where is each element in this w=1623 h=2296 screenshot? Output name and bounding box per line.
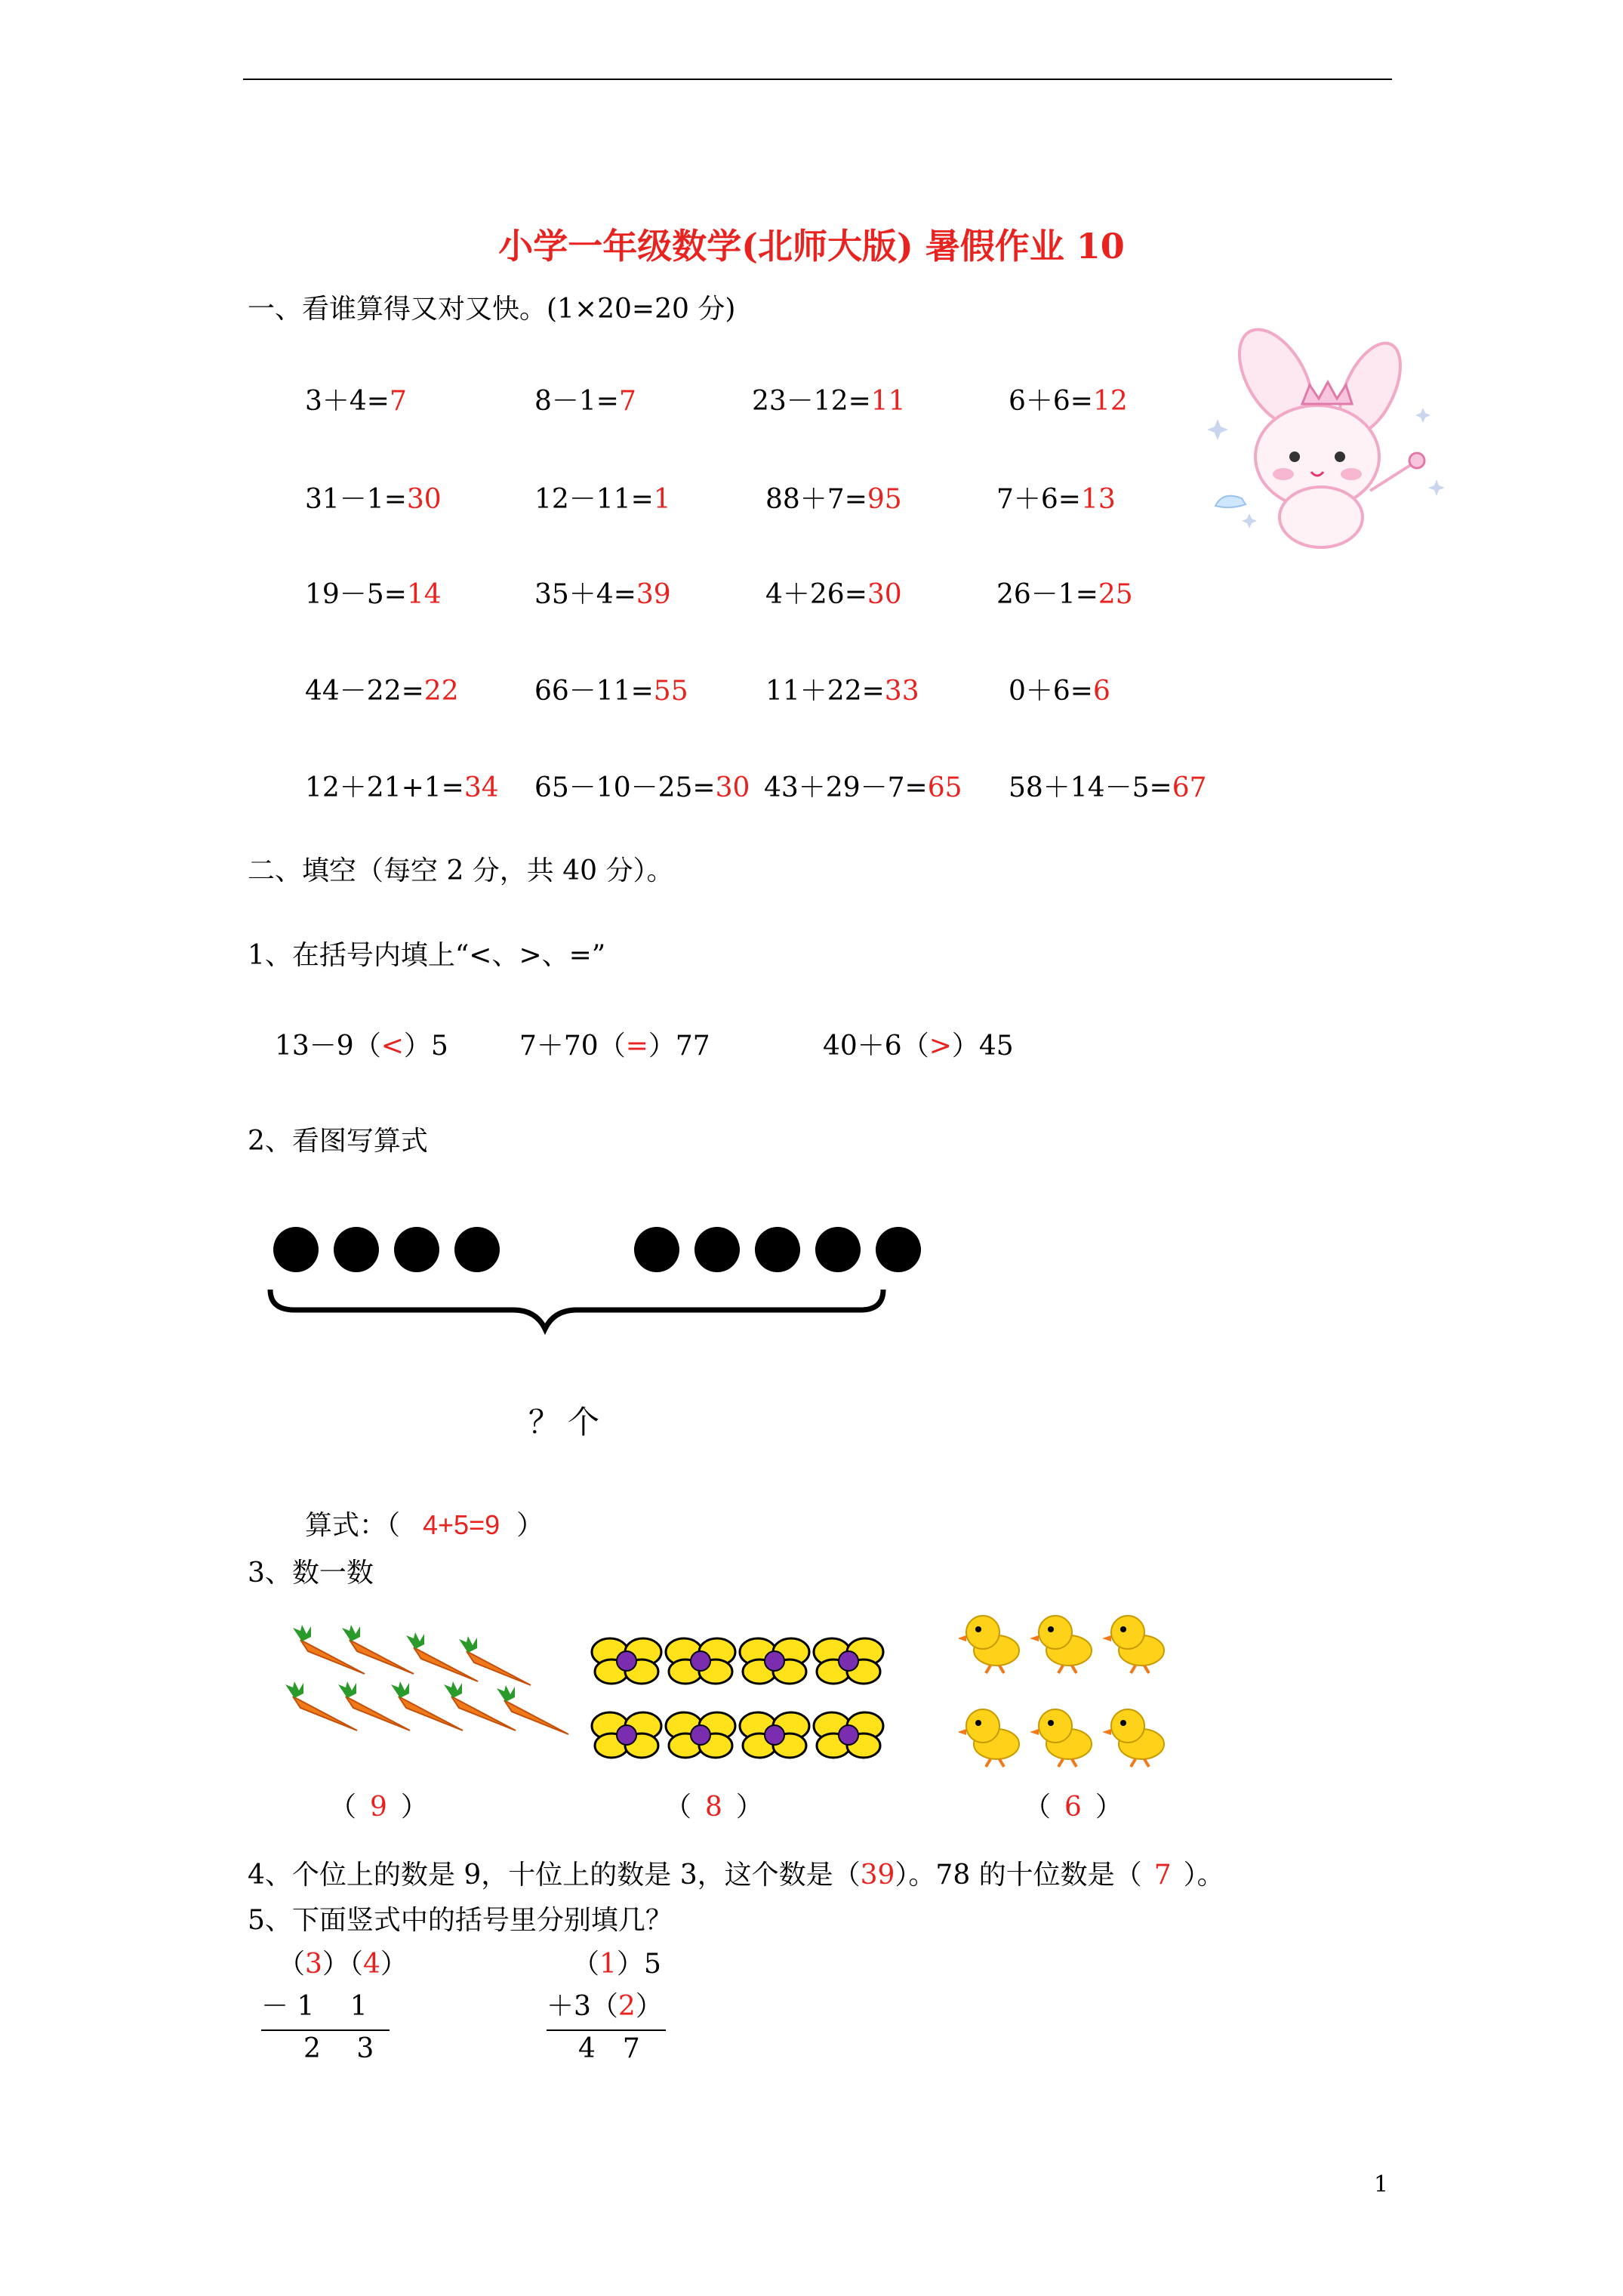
compare-text: ）77	[648, 1031, 710, 1062]
equation-question: 58＋14－5=	[1009, 772, 1172, 803]
equation-answer: 14	[406, 579, 442, 610]
vertical1-row1: （3）（4）	[278, 1949, 408, 1980]
equation-answer: 39	[636, 579, 671, 610]
equation-answer: 12	[1092, 386, 1128, 417]
dots-group	[273, 1227, 921, 1272]
equation-question: 26－1=	[996, 579, 1098, 610]
v2-ans-b: 2	[617, 1991, 636, 2022]
equation-answer: 11	[870, 386, 906, 417]
flower-icon	[666, 1712, 735, 1758]
count-value: 8	[705, 1792, 722, 1823]
dot	[634, 1227, 679, 1272]
header-rule	[243, 79, 1392, 80]
q3-title: 3、数一数	[248, 1558, 374, 1589]
q5-title: 5、下面竖式中的括号里分别填几？	[248, 1905, 673, 1936]
carrot-icon	[444, 1681, 516, 1730]
chick-icon	[1030, 1616, 1092, 1673]
flower-icon	[592, 1638, 661, 1684]
dot	[454, 1227, 500, 1272]
v1-ans-a: 3	[305, 1949, 322, 1980]
q4-before: 4、个位上的数是 9，十位上的数是 3，这个数是（	[248, 1860, 861, 1891]
formula-answer: 4+5=9	[423, 1509, 500, 1540]
paren-close: ）	[735, 1792, 763, 1823]
equation	[305, 772, 499, 805]
equation-question: 12＋21+1=	[305, 772, 464, 803]
v1-ans-b: 4	[362, 1949, 380, 1980]
equation-question: 35＋4=	[534, 579, 636, 610]
chick-icon	[1102, 1616, 1164, 1673]
count-answer	[1024, 1791, 1123, 1824]
carrot-icon	[285, 1617, 572, 1746]
equation-answer: 67	[1172, 772, 1207, 803]
equation-answer: 55	[653, 676, 688, 707]
q4-after: ）。	[1183, 1860, 1224, 1891]
q4-answer-1: 39	[860, 1860, 895, 1891]
q1-title: 1、在括号内填上“<、>、=”	[248, 940, 606, 971]
q4-answer-2: 7	[1153, 1860, 1172, 1891]
equation	[534, 385, 636, 418]
page-title: 小学一年级数学(北师大版) 暑假作业 10	[498, 226, 1125, 267]
equation-question: 11＋22=	[765, 676, 885, 707]
dots-figure	[264, 1216, 944, 1351]
flower-icon	[814, 1712, 883, 1758]
page-number: 1	[1374, 2171, 1389, 2198]
equation	[534, 772, 750, 805]
v2-close: ）	[635, 1991, 663, 2022]
compare-answer: =	[625, 1031, 648, 1062]
flower-icon	[592, 1712, 661, 1758]
equation-question: 4＋26=	[765, 579, 867, 610]
equation-question: 66－11=	[534, 676, 654, 707]
equation-answer: 7	[618, 386, 636, 417]
compare-text: 13－9（	[275, 1031, 381, 1062]
formula-label: 算式：（	[305, 1510, 401, 1541]
equation-question: 7＋6=	[996, 484, 1081, 515]
equation	[765, 675, 919, 708]
equation	[305, 675, 459, 708]
equation-question: 19－5=	[305, 579, 407, 610]
compare-text: 7＋70（	[519, 1031, 626, 1062]
equation	[996, 483, 1116, 516]
vertical1-row3: 2 3	[303, 2033, 374, 2064]
equation	[996, 578, 1133, 612]
dot	[394, 1227, 439, 1272]
flower-icon	[814, 1638, 883, 1684]
count-answer	[664, 1791, 763, 1824]
dot	[334, 1227, 379, 1272]
count-answer	[329, 1791, 428, 1824]
equation	[765, 483, 902, 516]
chick-icon	[1030, 1709, 1092, 1767]
equation	[765, 578, 902, 612]
q2-title: 2、看图写算式	[248, 1126, 428, 1157]
dot	[694, 1227, 740, 1272]
flower-icon	[590, 1631, 907, 1759]
equation-answer: 95	[867, 484, 902, 515]
equation-answer: 6	[1092, 676, 1110, 707]
compare-text: ）5	[403, 1031, 448, 1062]
equation-answer: 25	[1098, 579, 1133, 610]
equation-question: 88＋7=	[765, 484, 867, 515]
dot	[755, 1227, 800, 1272]
equation	[305, 578, 442, 612]
bunny-picture	[1196, 325, 1461, 551]
equation	[305, 483, 442, 516]
compare-answer: <	[380, 1031, 404, 1062]
v2-op: ＋3（	[547, 1991, 618, 2022]
equation-question: 65－10－25=	[534, 772, 716, 803]
equation-question: 3＋4=	[305, 386, 390, 417]
chick-icon	[959, 1616, 1019, 1673]
v2-digit: 5	[643, 1949, 661, 1980]
equation-question: 12－11=	[534, 484, 654, 515]
equation-question: 0＋6=	[1009, 676, 1093, 707]
vertical2-row3: 4 7	[578, 2033, 640, 2064]
equation-answer: 34	[463, 772, 499, 803]
equation-answer: 65	[927, 772, 962, 803]
equation	[764, 772, 962, 805]
equation	[534, 675, 688, 708]
paren-open: （	[664, 1792, 692, 1823]
q4-line	[248, 1859, 1224, 1892]
vertical2-line	[547, 2029, 666, 2031]
equation	[1009, 772, 1207, 805]
compare-item	[519, 1030, 710, 1063]
compare-item	[275, 1030, 448, 1063]
equation-answer: 1	[653, 484, 671, 515]
equation-question: 31－1=	[305, 484, 407, 515]
equation-answer: 30	[715, 772, 750, 803]
equation-question: 8－1=	[534, 386, 619, 417]
dot	[273, 1227, 319, 1272]
dot	[876, 1227, 921, 1272]
compare-text: ）45	[951, 1031, 1014, 1062]
chick-icon	[1102, 1709, 1164, 1767]
dot	[815, 1227, 861, 1272]
equation	[752, 385, 906, 418]
paren-open: （	[329, 1792, 357, 1823]
equation-question: 43＋29－7=	[764, 772, 928, 803]
compare-text: 40＋6（	[823, 1031, 929, 1062]
equation-answer: 22	[423, 676, 459, 707]
vertical1-line	[261, 2029, 390, 2031]
chick-icon	[959, 1601, 1185, 1774]
vertical2-row1: （1）5	[572, 1949, 661, 1980]
equation-answer: 7	[389, 386, 407, 417]
paren-open: （	[1024, 1792, 1052, 1823]
q4-middle: ）。78 的十位数是（	[895, 1860, 1142, 1891]
equation-answer: 13	[1080, 484, 1116, 515]
equation	[1009, 385, 1128, 418]
section1-heading: 一、看谁算得又对又快。(1×20=20 分)	[248, 294, 736, 325]
vertical2-row2	[547, 1990, 663, 2023]
formula-close: ）	[516, 1510, 544, 1541]
formula-line	[305, 1509, 544, 1542]
vertical1-row2: － 1 1	[261, 1991, 368, 2022]
count-value: 6	[1064, 1792, 1082, 1823]
flower-icon	[666, 1638, 735, 1684]
v2-ans-a: 1	[599, 1949, 617, 1980]
flower-icon	[740, 1638, 809, 1684]
equation	[305, 385, 407, 418]
carrot-icon	[342, 1625, 414, 1674]
equation-question: 6＋6=	[1009, 386, 1093, 417]
equation-answer: 33	[884, 676, 919, 707]
compare-item	[823, 1030, 1014, 1063]
paren-close: ）	[1095, 1792, 1123, 1823]
carrot-icon	[406, 1632, 478, 1681]
equation	[534, 483, 671, 516]
section2-heading: 二、填空（每空 2 分，共 40 分）。	[248, 855, 674, 886]
equation-answer: 30	[406, 484, 442, 515]
equation-question: 23－12=	[752, 386, 871, 417]
equation-question: 44－22=	[305, 676, 424, 707]
chick-icon	[959, 1709, 1019, 1767]
equation	[534, 578, 671, 612]
brace	[270, 1290, 883, 1329]
paren-close: ）	[400, 1792, 428, 1823]
equation	[1009, 675, 1110, 708]
flower-icon	[740, 1712, 809, 1758]
count-value: 9	[370, 1792, 387, 1823]
question-label: ？个	[528, 1404, 608, 1441]
equation-answer: 30	[867, 579, 902, 610]
compare-answer: >	[929, 1031, 952, 1062]
